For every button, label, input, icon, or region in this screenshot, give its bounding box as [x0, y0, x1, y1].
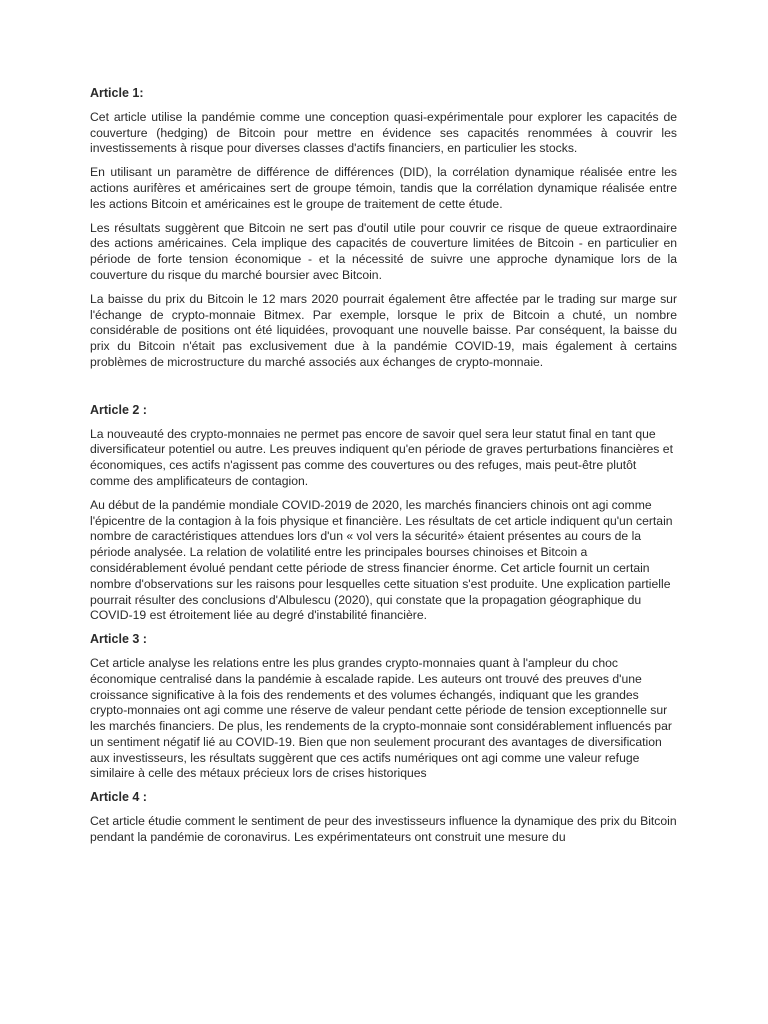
article-heading: Article 4 :: [90, 790, 147, 805]
article-heading: Article 3 :: [90, 632, 147, 647]
article-paragraph: La baisse du prix du Bitcoin le 12 mars 2020 pourrait également être affectée par le trading sur marge sur l'échange de crypto-monnaie Bitmex. Par exemple, lorsque le prix de Bitcoin a chuté, un nombre considérable de positions ont été liquidées, provoquant une nouvelle baisse. Par conséquent, la baisse du prix du Bitcoin n'était pas exclusivement due à la pandémie COVID-19, mais également à certains problèmes de microstructure du marché associés aux échanges de crypto-monnaie.: [90, 291, 677, 369]
article-paragraph: Au début de la pandémie mondiale COVID-2019 de 2020, les marchés financiers chinois ont agi comme l'épicentre de la contagion à la fois physique et financière. Les résultats de cet article indiquent qu'un certain nombre de caractéristiques attendues lors d'un « vol vers la sécurité» étaient présentes au cours de la période analysée. La relation de volatilité entre les principales bourses chinoises et Bitcoin a considérablement évolué pendant cette période de stress financier énorme. Cet article fournit un certain nombre d'observations sur les raisons pour lesquelles cette situation s'est produite. Une explication partielle pourrait résulter des conclusions d'Albulescu (2020), qui constate que la propagation géographique du COVID-19 est étroitement liée au degré d'instabilité financière.: [90, 497, 673, 623]
article-2: [90, 403, 677, 624]
article-heading: Article 1:: [90, 86, 144, 100]
article-paragraph: Cet article étudie comment le sentiment de peur des investisseurs influence la dynamique des prix du Bitcoin pendant la pandémie de coronavirus. Les expérimentateurs ont construit une mesure du: [90, 814, 677, 844]
document-page: [90, 86, 677, 854]
article-4: [90, 790, 677, 845]
article-3: [90, 632, 677, 782]
article-heading: Article 2 :: [90, 402, 147, 417]
article-paragraph: Cet article utilise la pandémie comme une conception quasi-expérimentale pour explorer les capacités de couverture (hedging) de Bitcoin pour mettre en évidence ses capacités renommées à couvrir les investissements à risque pour diverses classes d'actifs financiers, en particulier les stocks.: [90, 109, 677, 156]
article-paragraph: Cet article analyse les relations entre les plus grandes crypto-monnaies quant à l'ampleur du choc économique centralisé dans la pandémie à escalade rapide. Les auteurs ont trouvé des preuves d'une croissance significative à la fois des rendements et des volumes échangés, indiquant que les grandes crypto-monnaies ont agi comme une réserve de valeur pendant cette période de tension exceptionnelle sur les marchés financiers. De plus, les rendements de la crypto-monnaie sont considérablement influencés par un sentiment négatif lié au COVID-19. Bien que non seulement procurant des avantages de diversification aux investisseurs, les résultats suggèrent que ces actifs numériques ont agi comme une valeur refuge similaire à celle des métaux précieux lors de crises historiques: [90, 655, 672, 781]
article-paragraph: En utilisant un paramètre de différence de différences (DID), la corrélation dynamique réalisée entre les actions aurifères et américaines sert de groupe témoin, tandis que la corrélation dynamique réalisée entre les actions Bitcoin et américaines est le groupe de traitement de cette étude.: [90, 165, 677, 211]
article-1: [90, 86, 677, 371]
article-paragraph: Les résultats suggèrent que Bitcoin ne sert pas d'outil utile pour couvrir ce risque de queue extraordinaire des actions américaines. Cela implique des capacités de couverture limitées de Bitcoin - en particulier en période de forte tension économique - et la nécessité de suivre une approche dynamique lors de la couverture du risque du marché boursier avec Bitcoin.: [90, 220, 677, 282]
article-paragraph: La nouveauté des crypto-monnaies ne permet pas encore de savoir quel sera leur statut final en tant que diversificateur potentiel ou autre. Les preuves indiquent qu'en période de graves perturbations financières et économiques, ces actifs n'agissent pas comme des couvertures ou des refuges, mais peut-être plutôt comme des amplificateurs de contagion.: [90, 426, 673, 488]
